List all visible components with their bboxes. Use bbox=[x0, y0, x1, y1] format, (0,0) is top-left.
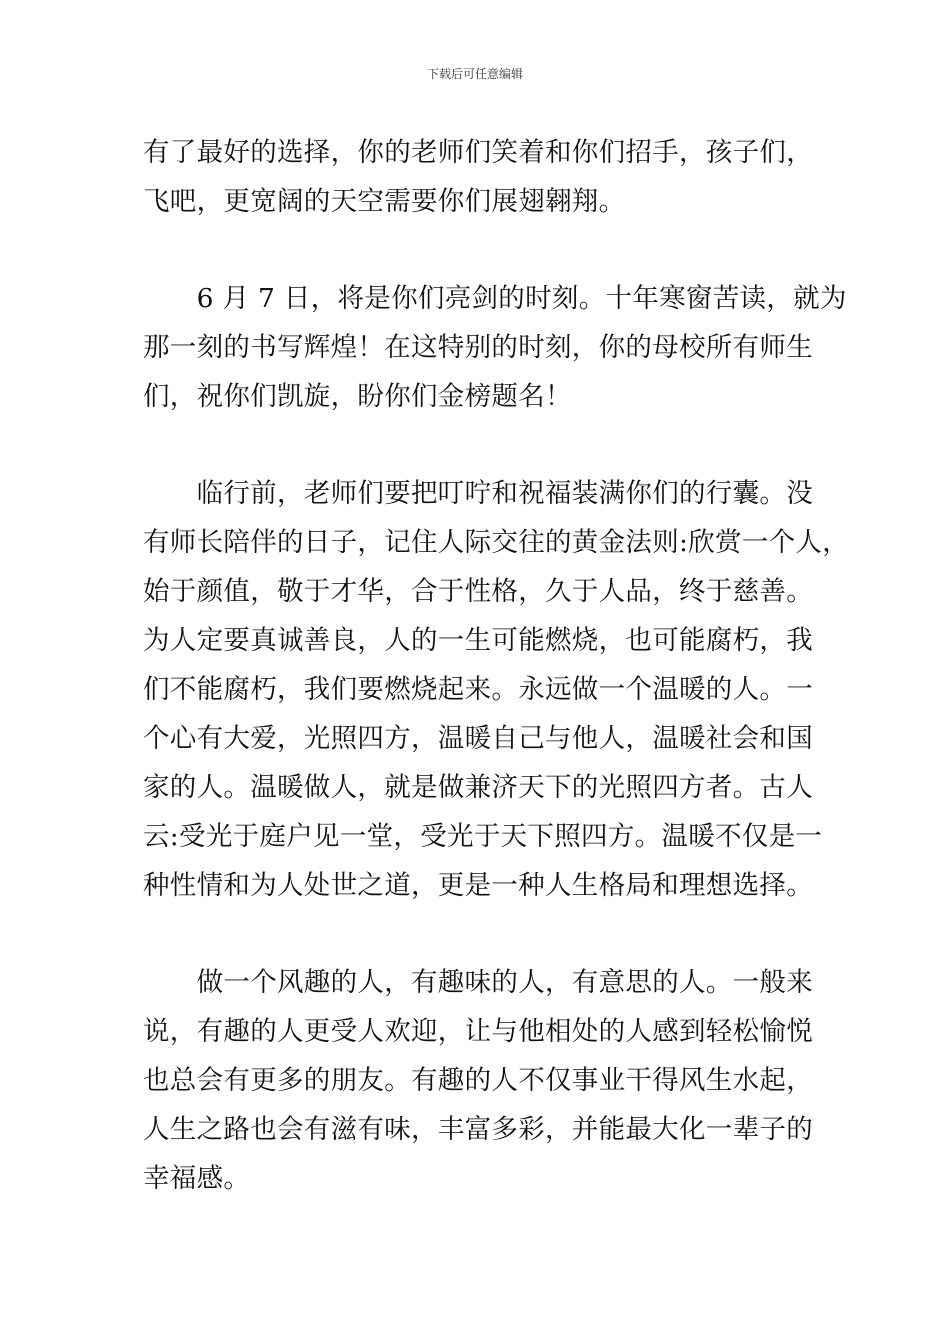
text-line: 种性情和为人处世之道，更是一种人生格局和理想选择。 bbox=[143, 870, 813, 901]
paragraph-4 bbox=[143, 958, 823, 1203]
document-body bbox=[143, 128, 850, 1203]
text-line: 做一个风趣的人，有趣味的人，有意思的人。一般来 bbox=[143, 967, 813, 998]
text-line: 那一刻的书写辉煌！在这特别的时刻，你的母校所有师生 bbox=[143, 332, 813, 363]
paragraph-2 bbox=[143, 274, 847, 421]
text-line: 家的人。温暖做人，就是做兼济天下的光照四方者。古人 bbox=[143, 772, 813, 803]
text-line: 们不能腐朽，我们要燃烧起来。永远做一个温暖的人。一 bbox=[143, 674, 813, 705]
text-line: 有师长陪伴的日子，记住人际交往的黄金法则:欣赏一个人， bbox=[143, 527, 850, 558]
page-header: 下载后可任意编辑 bbox=[426, 67, 523, 81]
text-line: 个心有大爱，光照四方，温暖自己与他人，温暖社会和国 bbox=[143, 723, 813, 754]
paragraph-1 bbox=[143, 128, 823, 226]
text-line: 有了最好的选择，你的老师们笑着和你们招手，孩子们， bbox=[143, 137, 813, 168]
paragraph-3 bbox=[143, 469, 850, 910]
text-line: 为人定要真诚善良，人的一生可能燃烧，也可能腐朽，我 bbox=[143, 625, 813, 656]
text-line: 6 月 7 日，将是你们亮剑的时刻。十年寒窗苦读，就为 bbox=[143, 283, 847, 314]
text-line: 始于颜值，敬于才华，合于性格，久于人品，终于慈善。 bbox=[143, 576, 813, 607]
text-line: 说，有趣的人更受人欢迎，让与他相处的人感到轻松愉悦 bbox=[143, 1016, 813, 1047]
text-line: 云:受光于庭户见一堂，受光于天下照四方。温暖不仅是一 bbox=[143, 821, 823, 852]
text-line: 飞吧，更宽阔的天空需要你们展翅翱翔。 bbox=[143, 186, 626, 217]
text-line: 幸福感。 bbox=[143, 1163, 251, 1194]
text-line: 们，祝你们凯旋，盼你们金榜题名！ bbox=[143, 381, 572, 412]
text-line: 也总会有更多的朋友。有趣的人不仅事业干得风生水起， bbox=[143, 1065, 813, 1096]
text-line: 人生之路也会有滋有味，丰富多彩，并能最大化一辈子的 bbox=[143, 1114, 813, 1145]
text-line: 临行前，老师们要把叮咛和祝福装满你们的行囊。没 bbox=[143, 478, 813, 509]
